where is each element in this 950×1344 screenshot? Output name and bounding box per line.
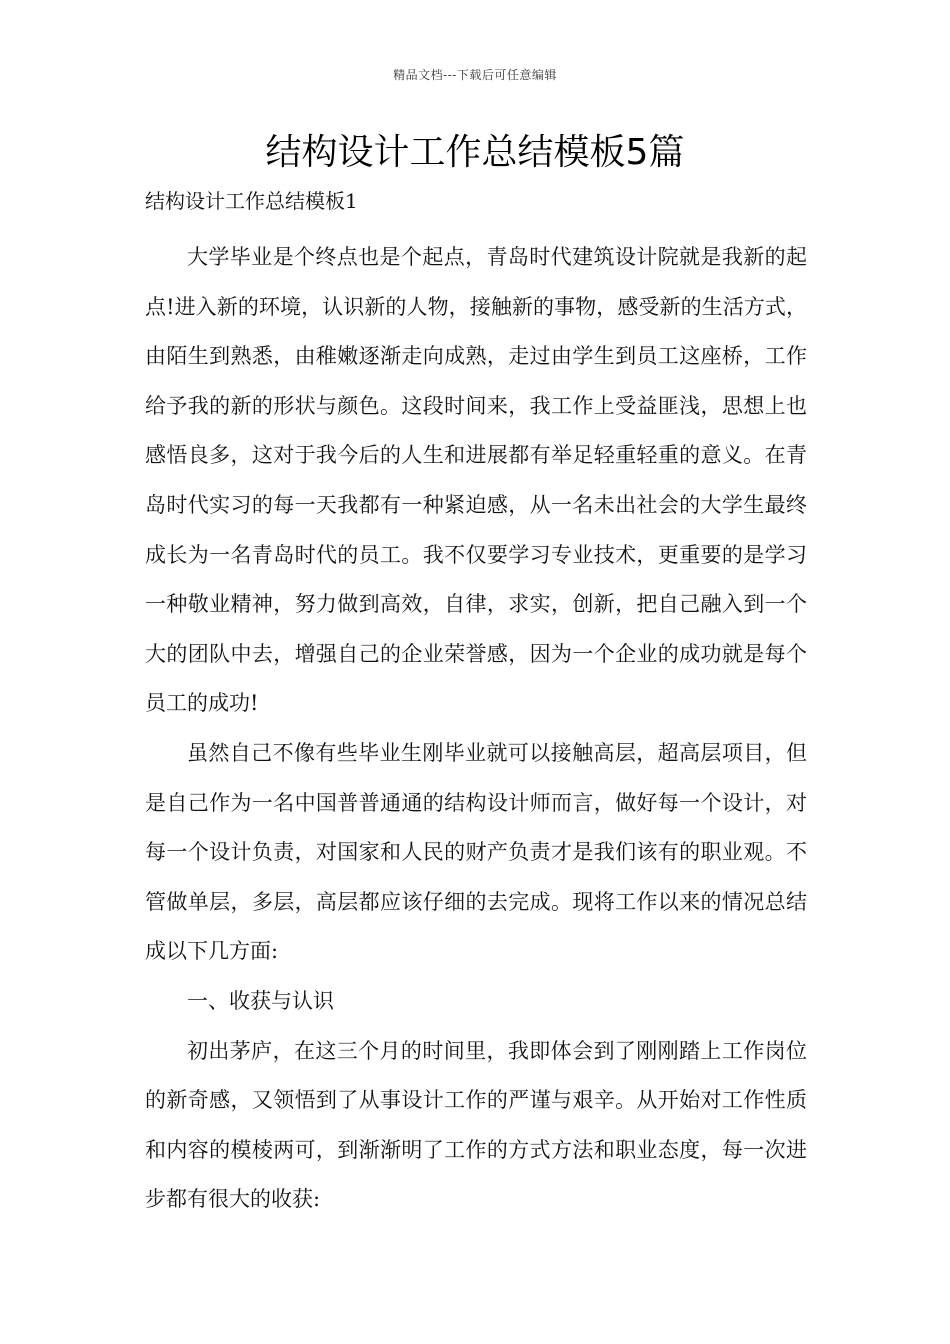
paragraph-gains: 初出茅庐，在这三个月的时间里，我即体会到了刚刚踏上工作岗位的新奇感，又领悟到了从事设计工作的严谨与艰辛。从开始对工作性质和内容的模棱两可，到渐渐明了工作的方式方法和职业态度，每一次进步都有很大的收获: [145, 1038, 807, 1212]
section-heading: 结构设计工作总结模板1 [145, 189, 358, 213]
paragraph-intro: 大学毕业是个终点也是个起点，青岛时代建筑设计院就是我新的起点!进入新的环境，认识新的人物，接触新的事物，感受新的生活方式，由陌生到熟悉，由稚嫩逐渐走向成熟，走过由学生到员工这座桥，工作给予我的新的形状与颜色。这段时间来，我工作上受益匪浅，思想上也感悟良多，这对于我今后的人生和进展都有举足轻重轻重的意义。在青岛时代实习的每一天我都有一种紧迫感，从一名未出社会的大学生最终成长为一名青岛时代的员工。我不仅要学习专业技术，更重要的是学习一种敬业精神，努力做到高效，自律，求实，创新，把自己融入到一个大的团队中去，增强自己的企业荣誉感，因为一个企业的成功就是每个员工的成功! [145, 245, 807, 716]
header-note: 精品文档---下载后可任意编辑 [393, 68, 557, 82]
subheading-gains: 一、收获与认识 [187, 988, 334, 1013]
document-title: 结构设计工作总结模板5篇 [265, 132, 685, 173]
paragraph-career-view: 虽然自己不像有些毕业生刚毕业就可以接触高层，超高层项目，但是自己作为一名中国普普通通的结构设计师而言，做好每一个设计，对每一个设计负责，对国家和人民的财产负责才是我们该有的职业观。不管做单层，多层，高层都应该仔细的去完成。现将工作以来的情况总结成以下几方面: [145, 740, 807, 964]
document-body [145, 233, 807, 1225]
